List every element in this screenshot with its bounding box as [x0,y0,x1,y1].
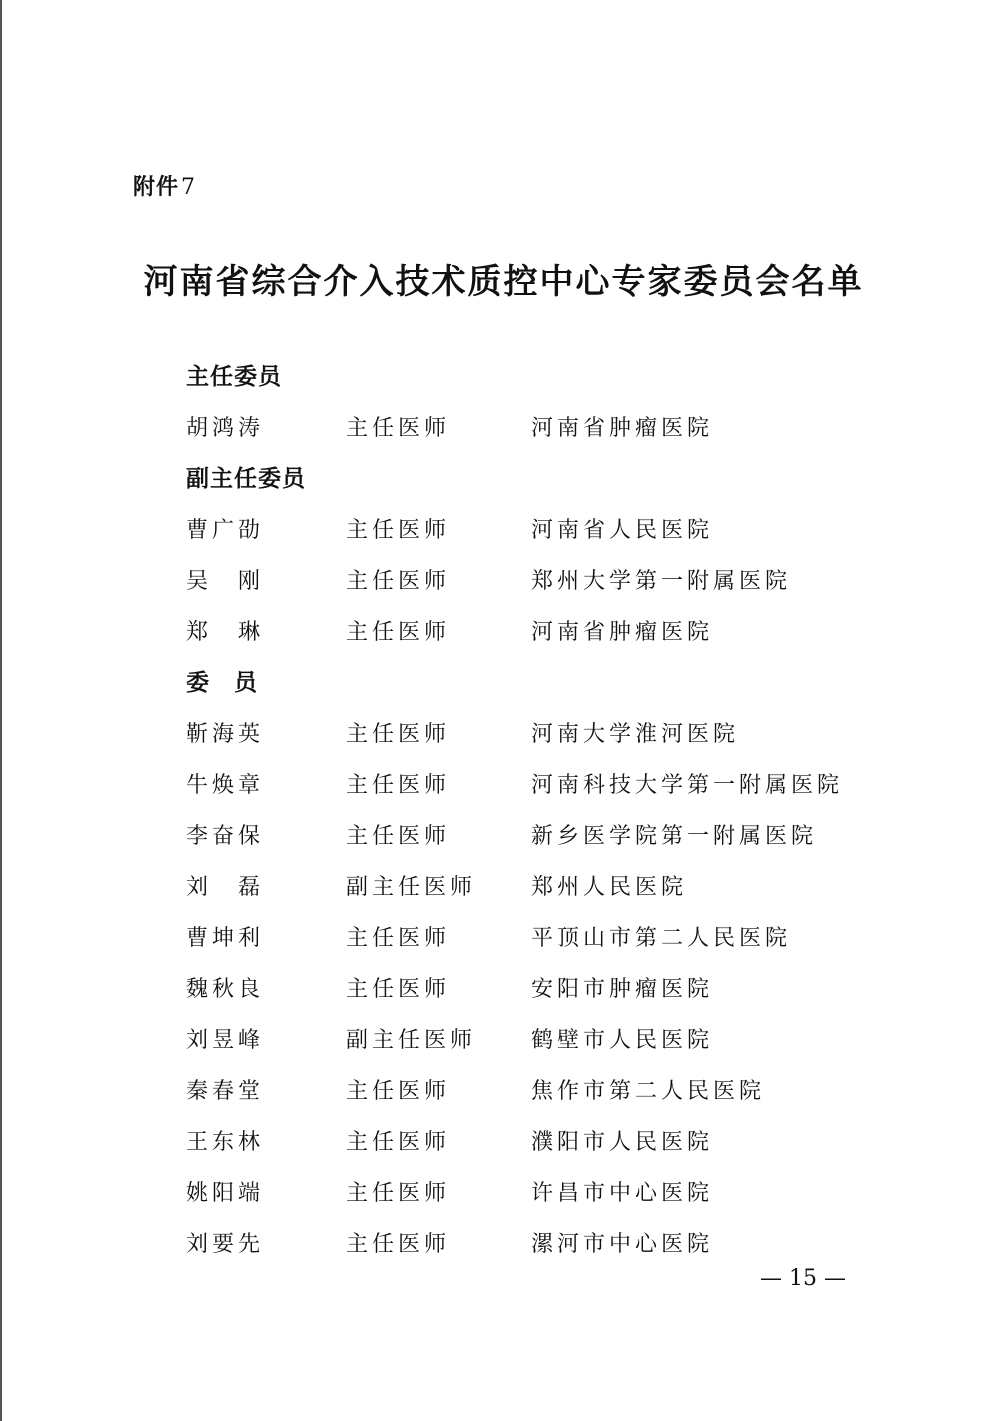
member-title: 主任医师 [346,977,451,1002]
attachment-text: 附件 [133,175,180,200]
member-row [186,556,886,607]
section-heading: 副主任委员 [186,466,306,492]
member-row [186,1066,886,1117]
member-name: 姚阳端 [186,1181,265,1206]
member-title: 主任医师 [346,1232,451,1257]
member-hospital: 濮阳市人民医院 [531,1130,714,1155]
member-name: 王东林 [186,1130,265,1155]
member-row [186,1168,886,1219]
member-name: 刘要先 [186,1232,265,1257]
member-row [186,403,886,454]
member-name: 靳海英 [186,722,265,747]
member-hospital: 河南省人民医院 [531,518,714,543]
member-row [186,913,886,964]
page-number: — 15 — [760,1266,846,1291]
member-hospital: 河南大学淮河医院 [531,722,740,747]
member-title: 主任医师 [346,1079,451,1104]
member-row [186,811,886,862]
member-hospital: 安阳市肿瘤医院 [531,977,714,1002]
member-title: 主任医师 [346,824,451,849]
committee-member-list [186,352,886,1270]
member-hospital: 新乡医学院第一附属医院 [531,824,818,849]
member-hospital: 河南省肿瘤医院 [531,620,714,645]
member-row [186,607,886,658]
member-title: 主任医师 [346,1130,451,1155]
member-hospital: 漯河市中心医院 [531,1232,714,1257]
member-name: 牛焕章 [186,773,265,798]
member-title: 主任医师 [346,926,451,951]
member-name: 刘 磊 [186,875,265,900]
document-title: 河南省综合介入技术质控中心专家委员会名单 [143,262,864,302]
member-name: 魏秋良 [186,977,265,1002]
member-row [186,1219,886,1270]
member-title: 主任医师 [346,620,451,645]
member-title: 主任医师 [346,1181,451,1206]
member-row [186,862,886,913]
member-hospital: 平顶山市第二人民医院 [531,926,792,951]
member-hospital: 焦作市第二人民医院 [531,1079,766,1104]
member-title: 主任医师 [346,518,451,543]
member-row [186,709,886,760]
section-heading: 委 员 [186,670,258,696]
member-title: 副主任医师 [346,875,477,900]
member-name: 吴 刚 [186,569,265,594]
member-title: 主任医师 [346,569,451,594]
member-name: 曹坤利 [186,926,265,951]
member-title: 副主任医师 [346,1028,477,1053]
member-title: 主任医师 [346,416,451,441]
member-name: 李奋保 [186,824,265,849]
member-row [186,1015,886,1066]
member-name: 刘昱峰 [186,1028,265,1053]
member-name: 秦春堂 [186,1079,265,1104]
member-hospital: 河南省肿瘤医院 [531,416,714,441]
attachment-number: 7 [181,175,197,200]
attachment-label [133,170,196,201]
page-edge-line [0,0,2,1421]
member-name: 胡鸿涛 [186,416,265,441]
member-hospital: 许昌市中心医院 [531,1181,714,1206]
member-row [186,964,886,1015]
member-row [186,1117,886,1168]
member-title: 主任医师 [346,773,451,798]
member-hospital: 郑州人民医院 [531,875,688,900]
member-name: 郑 琳 [186,620,265,645]
member-hospital: 鹤壁市人民医院 [531,1028,714,1053]
member-hospital: 郑州大学第一附属医院 [531,569,792,594]
member-row [186,760,886,811]
member-name: 曹广劭 [186,518,265,543]
section-heading: 主任委员 [186,364,282,390]
member-row [186,505,886,556]
member-title: 主任医师 [346,722,451,747]
member-hospital: 河南科技大学第一附属医院 [531,773,844,798]
